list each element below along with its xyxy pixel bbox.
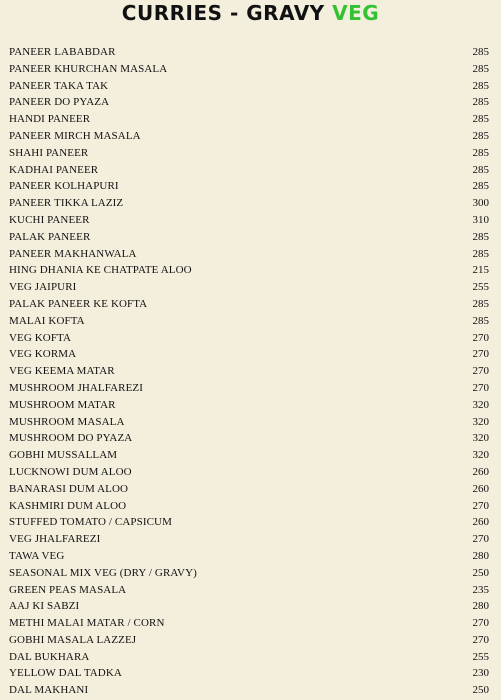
menu-item bbox=[9, 430, 489, 447]
menu-item-name: KASHMIRI DUM ALOO bbox=[9, 499, 127, 512]
menu-item-price: 250 bbox=[472, 566, 489, 579]
menu-item bbox=[9, 128, 489, 145]
menu-item-price: 285 bbox=[472, 180, 489, 193]
menu-item bbox=[9, 598, 489, 615]
menu-item-price: 255 bbox=[472, 650, 489, 663]
menu-item-name: MUSHROOM DO PYAZA bbox=[9, 432, 133, 445]
menu-item bbox=[9, 615, 489, 632]
menu-item bbox=[9, 498, 489, 515]
menu-item-price: 285 bbox=[472, 146, 489, 159]
menu-item bbox=[9, 380, 489, 397]
menu-item-price: 320 bbox=[472, 415, 489, 428]
menu-item-price: 260 bbox=[472, 516, 489, 529]
title-main: CURRIES - GRAVY bbox=[121, 1, 325, 25]
menu-item-price: 320 bbox=[472, 449, 489, 462]
menu-item-price: 320 bbox=[472, 398, 489, 411]
menu-item bbox=[9, 178, 489, 195]
menu-item bbox=[9, 78, 489, 95]
menu-item bbox=[9, 313, 489, 330]
menu-item-name: VEG JHALFAREZI bbox=[9, 533, 101, 546]
menu-item-name: GREEN PEAS MASALA bbox=[9, 583, 127, 596]
title-accent-veg: VEG bbox=[332, 1, 380, 25]
menu-item bbox=[9, 111, 489, 128]
menu-item bbox=[9, 279, 489, 296]
menu-item-name: PANEER MIRCH MASALA bbox=[9, 129, 141, 142]
menu-item bbox=[9, 44, 489, 61]
menu-item-price: 270 bbox=[472, 365, 489, 378]
menu-item-name: PANEER MAKHANWALA bbox=[9, 247, 137, 260]
menu-item bbox=[9, 682, 489, 699]
menu-item-price: 285 bbox=[472, 62, 489, 75]
menu-item-name: METHI MALAI MATAR / CORN bbox=[9, 617, 165, 630]
menu-item-name: HANDI PANEER bbox=[9, 113, 91, 126]
menu-item-name: SHAHI PANEER bbox=[9, 146, 89, 159]
menu-item bbox=[9, 548, 489, 565]
menu-item-name: DAL MAKHANI bbox=[9, 684, 89, 697]
menu-item bbox=[9, 582, 489, 599]
menu-item-price: 300 bbox=[472, 197, 489, 210]
menu-item-price: 260 bbox=[472, 482, 489, 495]
menu-item-name: PANEER LABABDAR bbox=[9, 46, 116, 58]
menu-item-name: KADHAI PANEER bbox=[9, 163, 99, 176]
menu-item-name: STUFFED TOMATO / CAPSICUM bbox=[9, 516, 172, 529]
menu-item-price: 270 bbox=[472, 381, 489, 394]
menu-item-price: 270 bbox=[472, 633, 489, 646]
menu-item-name: PANEER KHURCHAN MASALA bbox=[9, 62, 168, 75]
menu-item-price: 230 bbox=[472, 667, 489, 680]
menu-item bbox=[9, 632, 489, 649]
menu-item-name: PANEER KOLHAPURI bbox=[9, 180, 119, 193]
menu-item-price: 285 bbox=[472, 163, 489, 176]
menu-item-name: PANEER TIKKA LAZIZ bbox=[9, 197, 124, 210]
menu-item-name: MUSHROOM MASALA bbox=[9, 415, 125, 428]
menu-item-price: 285 bbox=[472, 96, 489, 109]
menu-item-name: MALAI KOFTA bbox=[9, 314, 85, 327]
menu-item-name: SEASONAL MIX VEG (DRY / GRAVY) bbox=[9, 566, 197, 579]
menu-item-price: 320 bbox=[472, 432, 489, 445]
menu-item bbox=[9, 162, 489, 179]
menu-item bbox=[9, 61, 489, 78]
menu-item-name: TAWA VEG bbox=[9, 549, 65, 562]
menu-item-price: 285 bbox=[472, 79, 489, 92]
menu-item-name: HING DHANIA KE CHATPATE ALOO bbox=[9, 264, 192, 277]
menu-item bbox=[9, 195, 489, 212]
menu-item bbox=[9, 246, 489, 263]
menu-item bbox=[9, 447, 489, 464]
menu-item bbox=[9, 212, 489, 229]
menu-item bbox=[9, 145, 489, 162]
menu-item-name: PANEER TAKA TAK bbox=[9, 79, 109, 92]
menu-item-price: 270 bbox=[472, 533, 489, 546]
menu-item-name: LUCKNOWI DUM ALOO bbox=[9, 465, 132, 478]
menu-item-name: MUSHROOM MATAR bbox=[9, 398, 116, 411]
menu-item-name: VEG KEEMA MATAR bbox=[9, 365, 115, 378]
menu-item-price: 260 bbox=[472, 465, 489, 478]
menu-item-price: 270 bbox=[472, 331, 489, 344]
menu-item bbox=[9, 229, 489, 246]
menu-item-price: 310 bbox=[472, 213, 489, 226]
menu-item bbox=[9, 649, 489, 666]
menu-item bbox=[9, 330, 489, 347]
menu-item-price: 285 bbox=[472, 314, 489, 327]
menu-item-price: 285 bbox=[472, 113, 489, 126]
menu-item-name: DAL BUKHARA bbox=[9, 650, 90, 663]
menu-item-name: PANEER DO PYAZA bbox=[9, 96, 110, 109]
menu-item-name: BANARASI DUM ALOO bbox=[9, 482, 129, 495]
menu-item bbox=[9, 464, 489, 481]
menu-item bbox=[9, 565, 489, 582]
menu-item-price: 235 bbox=[472, 583, 489, 596]
menu-item-price: 270 bbox=[472, 617, 489, 630]
menu-item bbox=[9, 481, 489, 498]
menu-item-name: MUSHROOM JHALFAREZI bbox=[9, 381, 144, 394]
menu-item-price: 270 bbox=[472, 499, 489, 512]
menu-item-name: VEG KOFTA bbox=[9, 331, 72, 344]
menu-item-price: 215 bbox=[472, 264, 489, 277]
menu-item-price: 255 bbox=[472, 281, 489, 294]
menu-item-price: 285 bbox=[472, 297, 489, 310]
page-title bbox=[0, 0, 501, 28]
menu-item-name: PALAK PANEER KE KOFTA bbox=[9, 297, 148, 310]
menu-item-name: GOBHI MASALA LAZZEJ bbox=[9, 633, 137, 646]
menu-item-price: 270 bbox=[472, 348, 489, 361]
menu-item bbox=[9, 346, 489, 363]
menu-item bbox=[9, 363, 489, 380]
menu-item-price: 285 bbox=[472, 247, 489, 260]
menu-item-name: VEG KORMA bbox=[9, 348, 77, 361]
menu-item-name: AAJ KI SABZI bbox=[9, 600, 80, 613]
menu-list bbox=[9, 44, 489, 699]
menu-item-price: 285 bbox=[472, 129, 489, 142]
menu-item-name: VEG JAIPURI bbox=[9, 281, 77, 294]
menu-item bbox=[9, 296, 489, 313]
menu-item-price: 280 bbox=[472, 600, 489, 613]
menu-item-name: GOBHI MUSSALLAM bbox=[9, 449, 118, 462]
menu-item-price: 280 bbox=[472, 549, 489, 562]
menu-item-price: 250 bbox=[472, 684, 489, 697]
menu-item-name: KUCHI PANEER bbox=[9, 213, 90, 226]
menu-item-price: 285 bbox=[472, 230, 489, 243]
menu-item-name: PALAK PANEER bbox=[9, 230, 91, 243]
menu-item bbox=[9, 397, 489, 414]
menu-item bbox=[9, 514, 489, 531]
menu-item bbox=[9, 414, 489, 431]
menu-item-name: YELLOW DAL TADKA bbox=[9, 667, 122, 680]
menu-item bbox=[9, 262, 489, 279]
menu-item bbox=[9, 94, 489, 111]
menu-item-price: 285 bbox=[472, 46, 489, 58]
menu-item bbox=[9, 531, 489, 548]
menu-item bbox=[9, 665, 489, 682]
